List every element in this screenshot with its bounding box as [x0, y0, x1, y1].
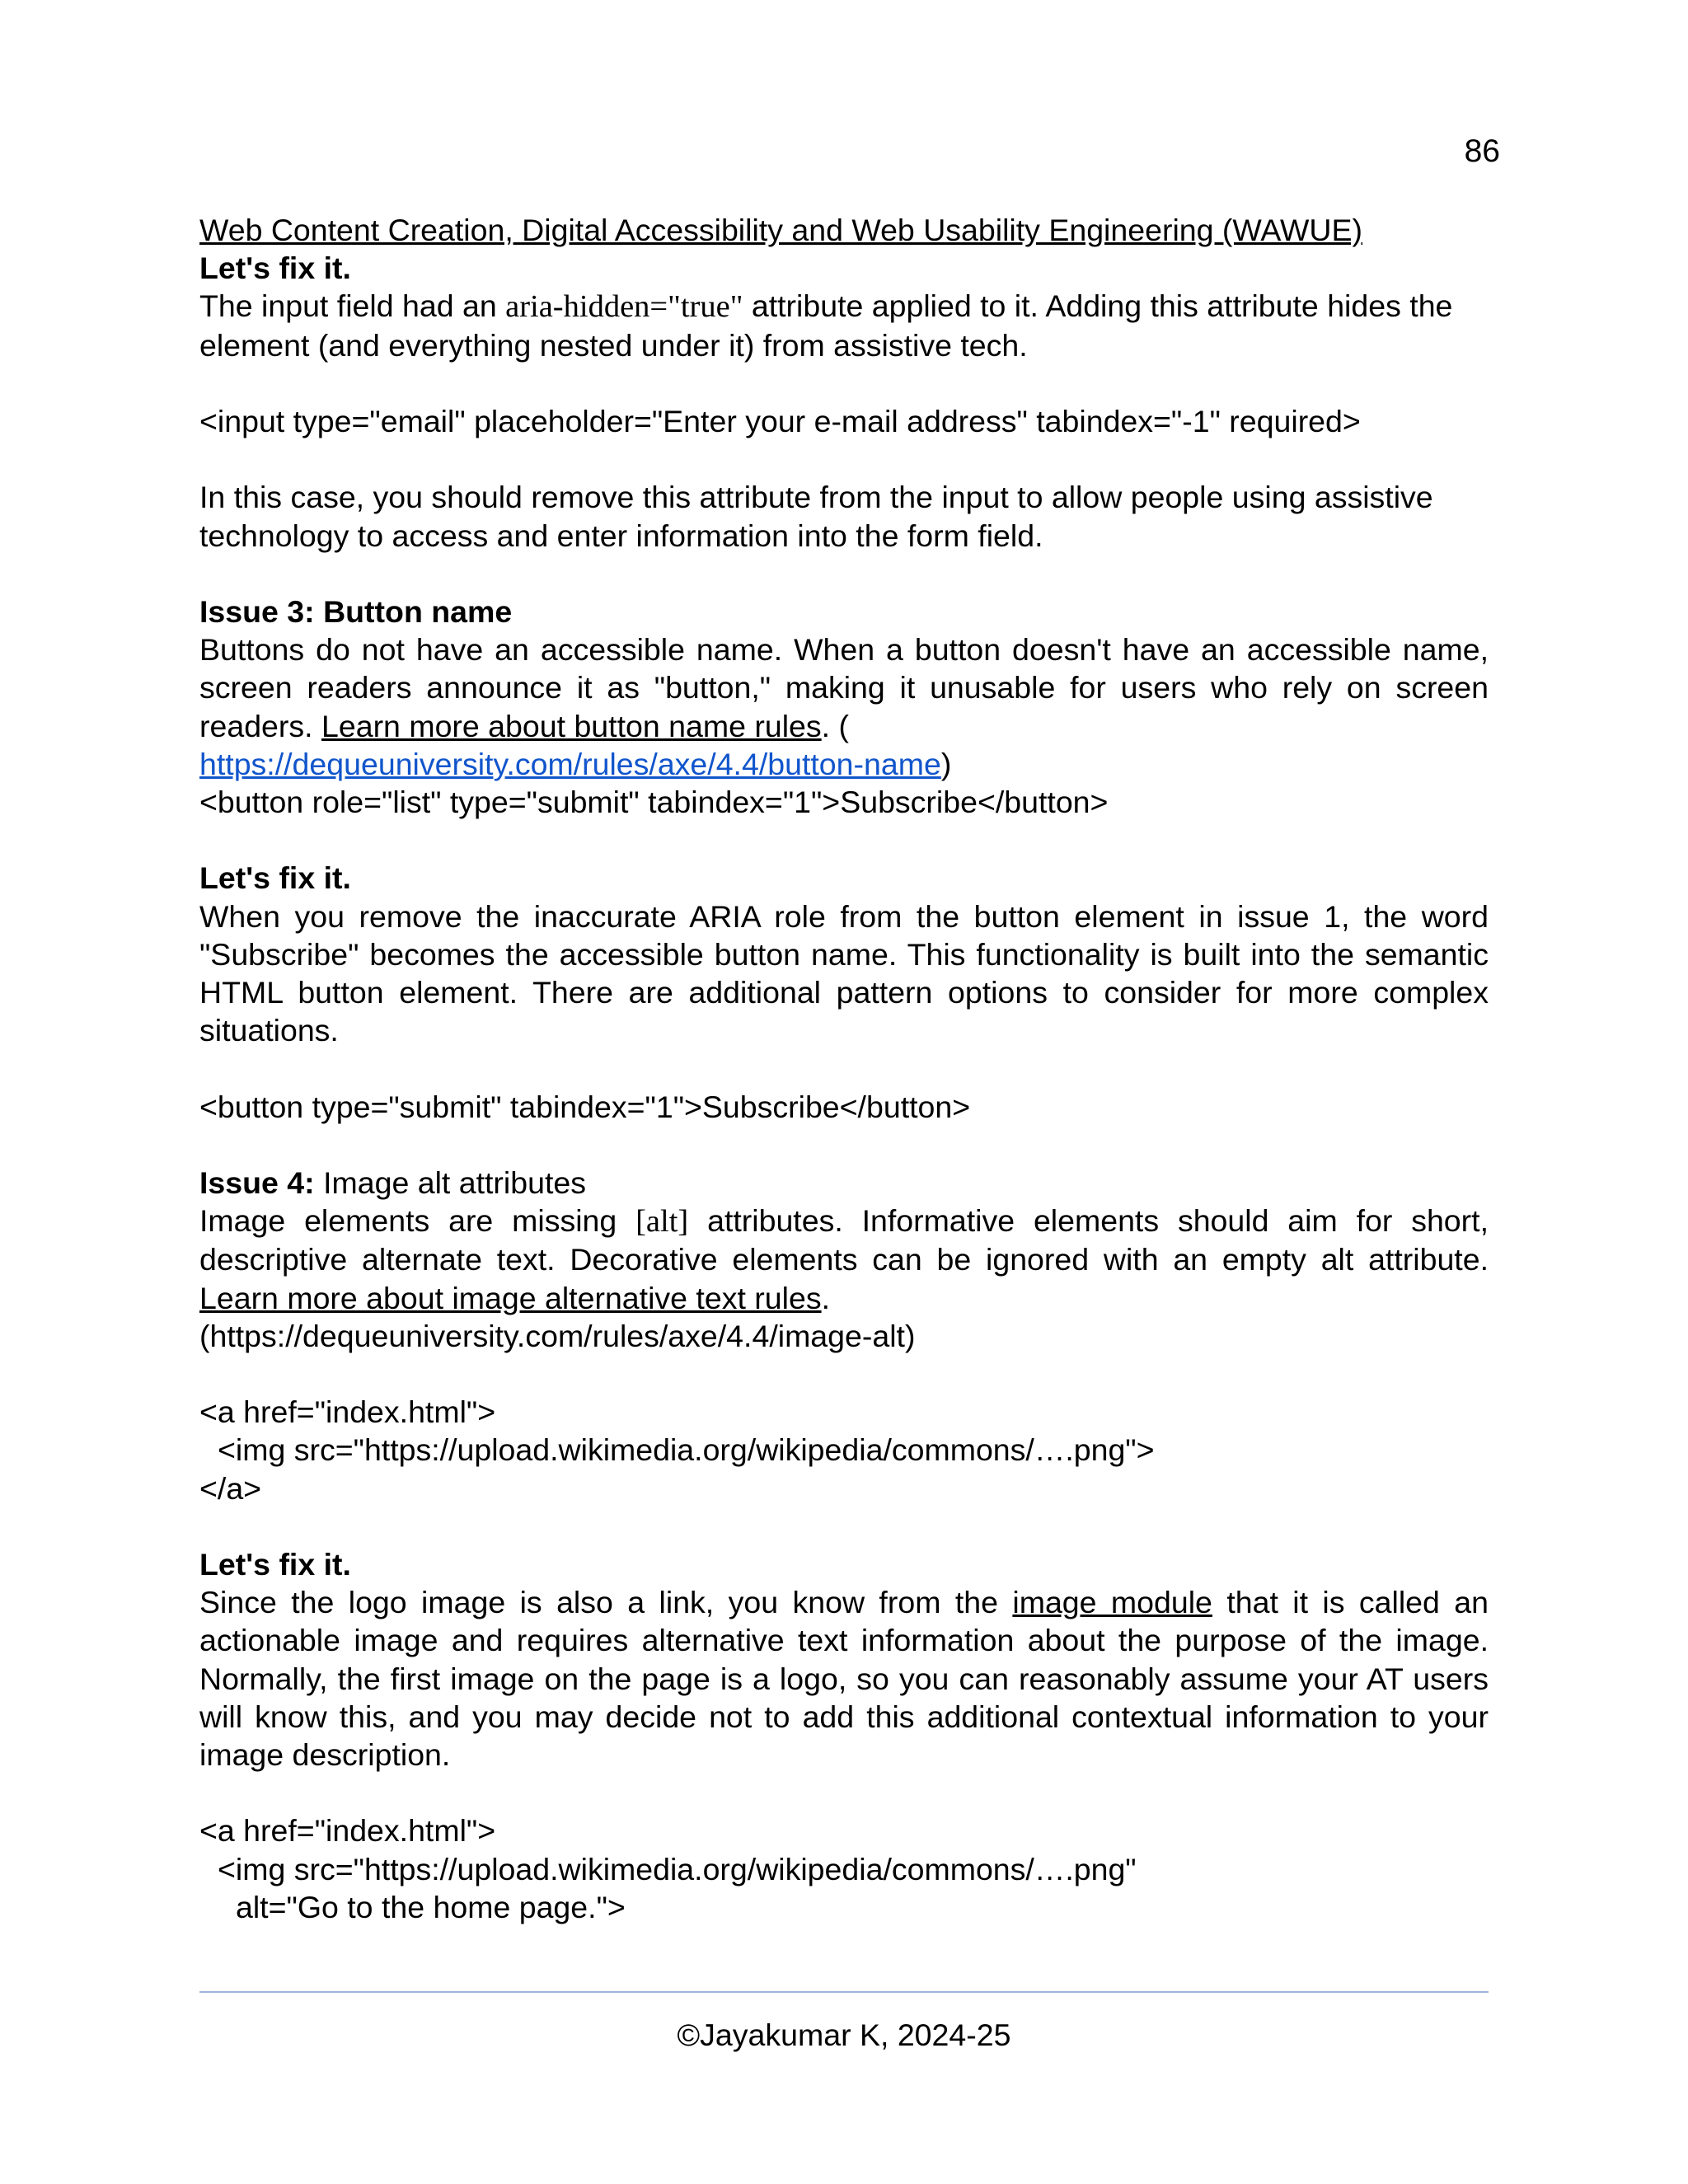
code-anchor-open-2: <a href="index.html"> [199, 1813, 496, 1849]
code-img: <img src="https://upload.wikimedia.org/wikipedia/commons/….png"> [218, 1432, 1155, 1468]
code-img-2: <img src="https://upload.wikimedia.org/wikipedia/commons/….png" [218, 1851, 1137, 1886]
image-module-link[interactable]: image module [1012, 1585, 1212, 1620]
issue-3-heading: Issue 3: Button name [199, 593, 513, 629]
footer-copyright: ©Jayakumar K, 2024-25 [677, 2018, 1011, 2052]
inline-code: [alt] [635, 1204, 689, 1240]
button-name-rules-link[interactable]: Learn more about button name rules [321, 708, 822, 743]
fix-heading-2: Let's fix it. [199, 860, 351, 896]
issue-4-paragraph: Image elements are missing [alt] attributes. Informative elements should aim for short, descriptive alternate text. Decorative elements can be ignored with an empty alt attribute. Learn more about image alternative text rules. [199, 1203, 1489, 1315]
image-alt-url: (https://dequeuniversity.com/rules/axe/4.4/image-alt) [199, 1318, 916, 1353]
button-name-url-link[interactable]: https://dequeuniversity.com/rules/axe/4.4/button-name [199, 746, 941, 781]
footer-divider [199, 1991, 1489, 1993]
issue-4-heading: Issue 4: Image alt attributes [199, 1165, 586, 1200]
fix-paragraph-4: Since the logo image is also a link, you know from the image module that it is called an actionable image and requires alternative text information about the purpose of the image. Normally, the first image on the page is a logo, so you can reasonably assume your AT users will know this, and you may decide not to add this additional contextual information to your image description. [199, 1585, 1489, 1772]
fix-paragraph-1: The input field had an aria-hidden="true" attribute applied to it. Adding this attribute hides the element (and everything nested under it) from assistive tech. [199, 288, 1453, 363]
code-input-email: <input type="email" placeholder="Enter your e-mail address" tabindex="-1" required> [199, 404, 1361, 438]
image-alt-rules-link[interactable]: Learn more about image alternative text rules [199, 1280, 822, 1315]
code-anchor-close: </a> [199, 1470, 262, 1506]
page-content [199, 211, 1489, 1926]
fix-heading-3: Let's fix it. [199, 1546, 351, 1582]
code-img-alt: alt="Go to the home page."> [236, 1889, 626, 1924]
page-number: 86 [1464, 134, 1500, 169]
fix-heading-1: Let's fix it. [199, 251, 351, 286]
fix-paragraph-3: When you remove the inaccurate ARIA role from the button element in issue 1, the word "Subscribe" becomes the accessible button name. This functionality is built into the semantic HTML button element. There are additional pattern options to consider for more complex situations. [199, 898, 1489, 1048]
code-button-role-list: <button role="list" type="submit" tabindex="1">Subscribe</button> [199, 785, 1109, 819]
running-head: Web Content Creation, Digital Accessibility and Web Usability Engineering (WAWUE) [199, 213, 1362, 247]
fix-paragraph-2: In this case, you should remove this attribute from the input to allow people using assistive technology to access and enter information into the form field. [199, 480, 1433, 553]
code-anchor-open: <a href="index.html"> [199, 1394, 496, 1430]
inline-code: aria-hidden="true" [505, 289, 743, 325]
issue-3-paragraph: Buttons do not have an accessible name. When a button doesn't have an accessible name, screen readers announce it as "button," making it unusable for users who rely on screen readers. Learn more about button name rules. ( https://dequeuniversity.com/rules/axe/4.4/button-name) [199, 632, 1489, 781]
code-button-submit: <button type="submit" tabindex="1">Subscribe</button> [199, 1089, 971, 1124]
